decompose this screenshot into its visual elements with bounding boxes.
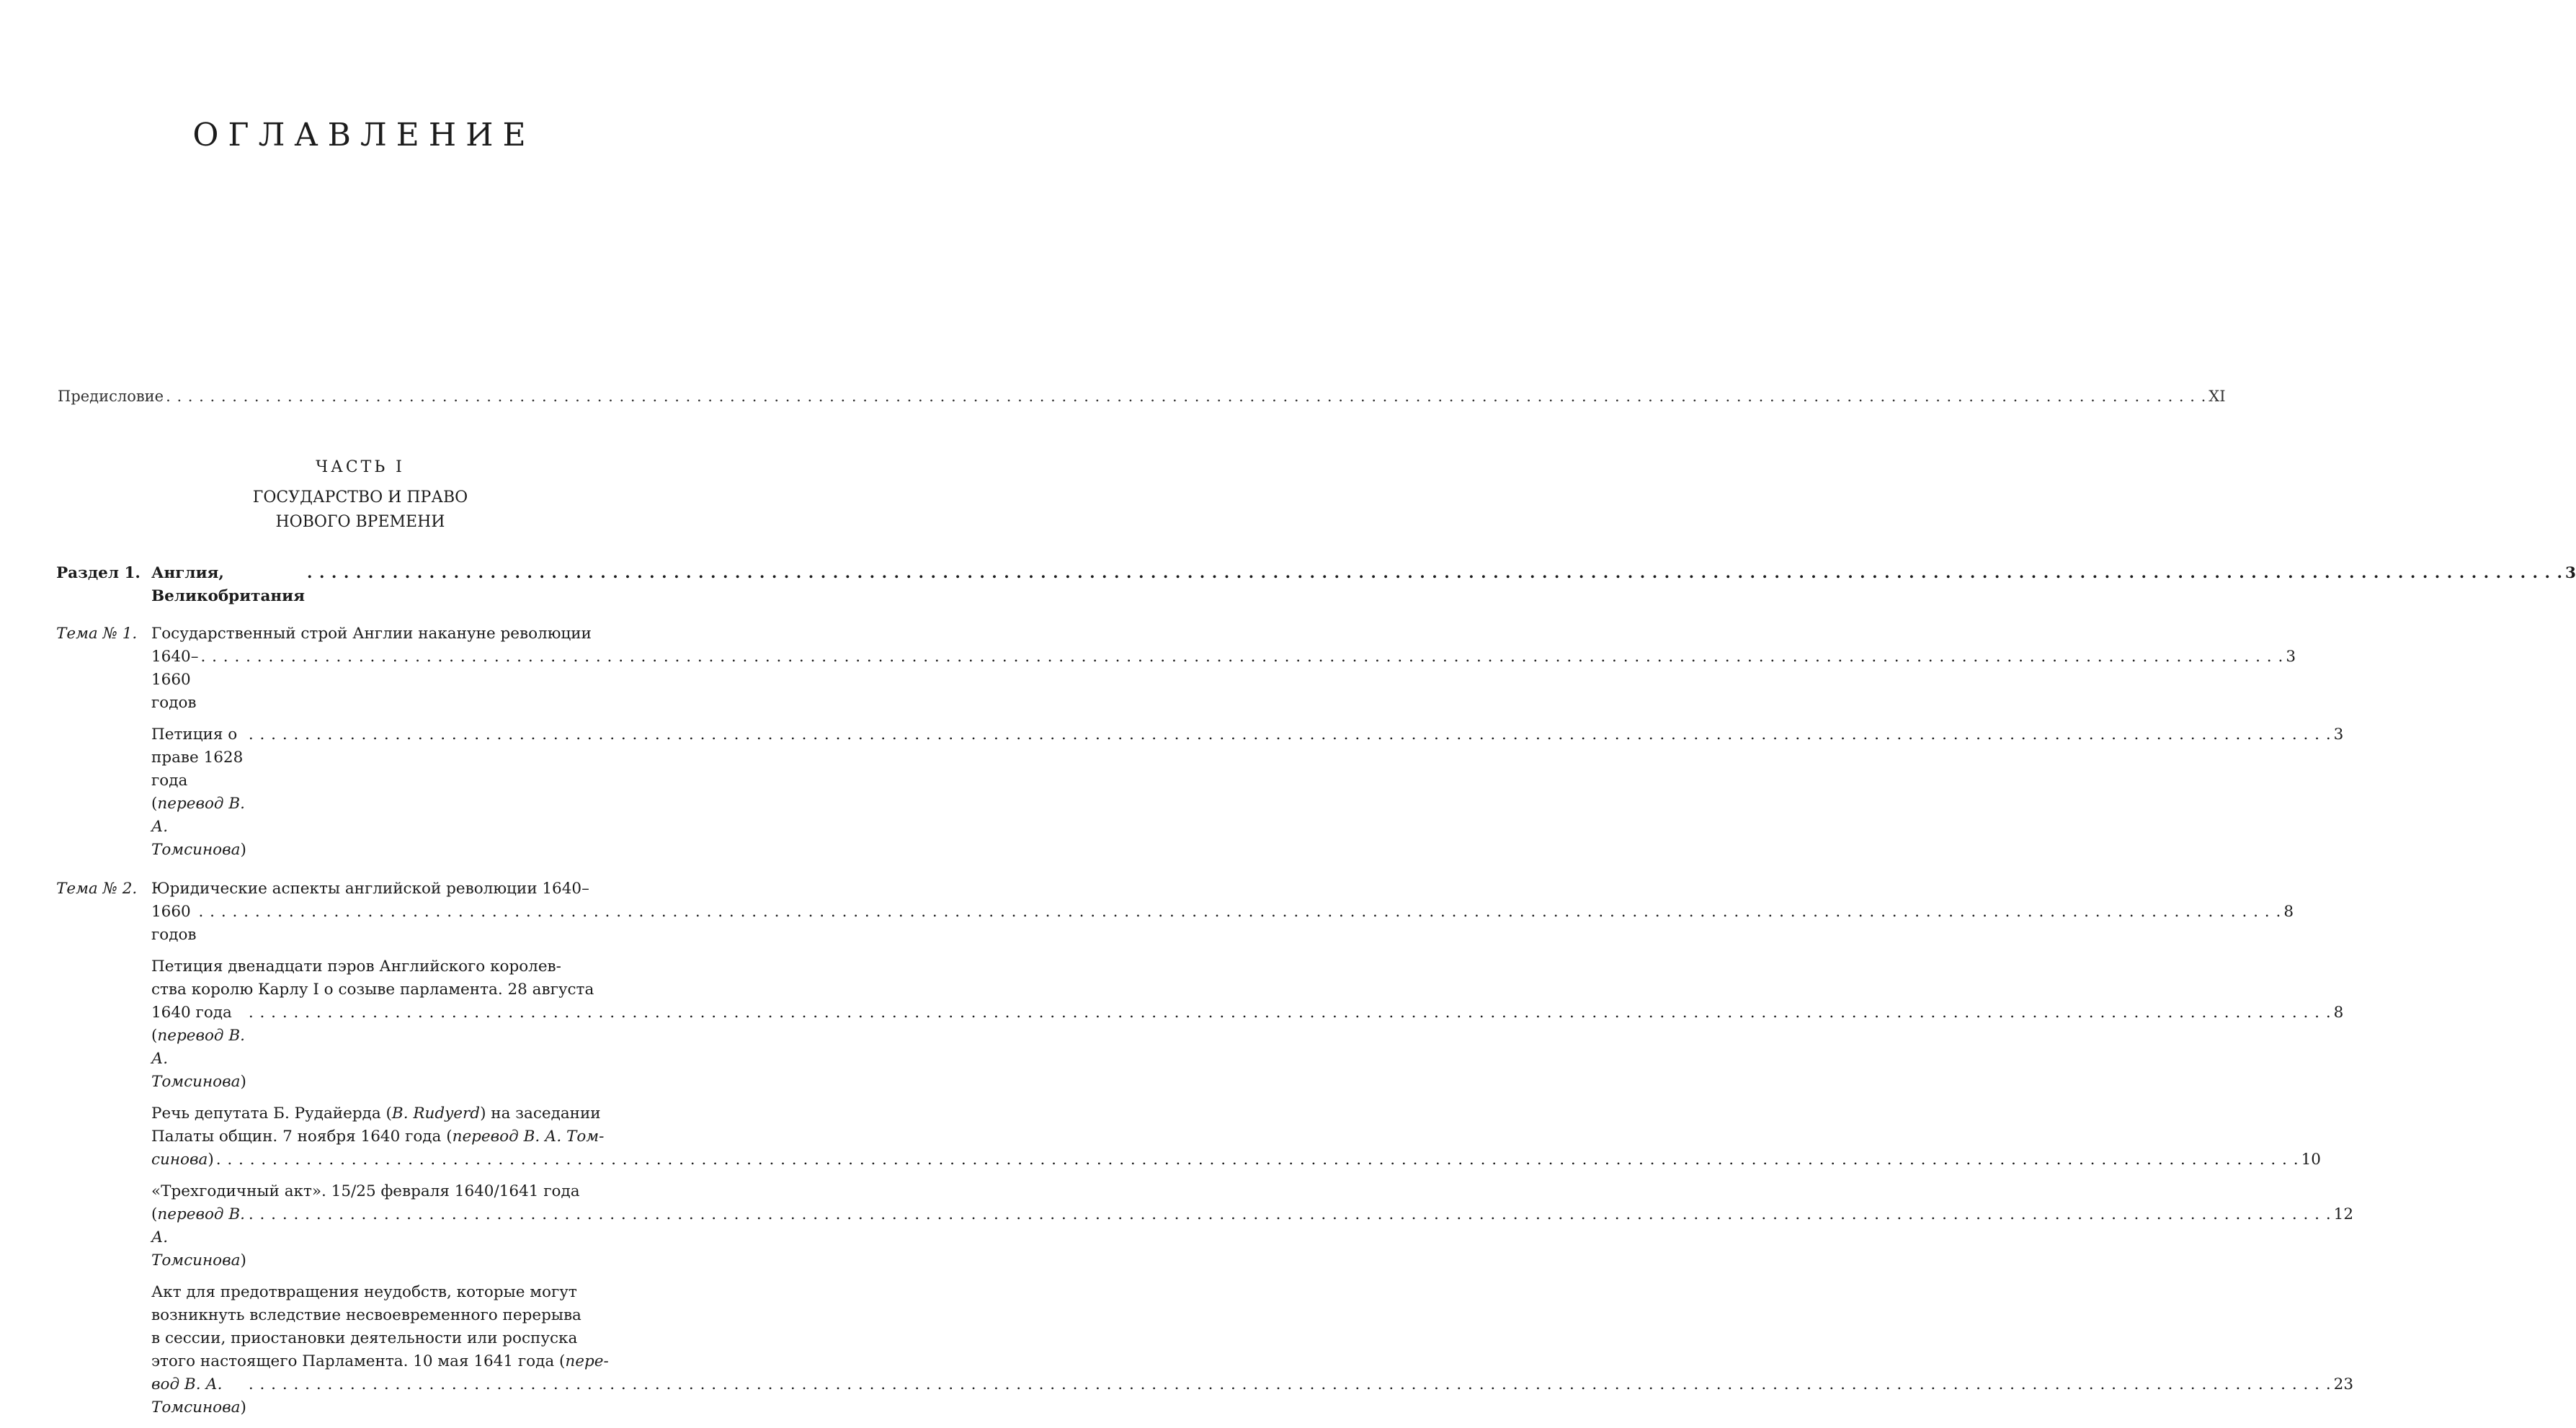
part-heading <box>0 455 721 535</box>
toc-entry-document[interactable] <box>151 1102 2321 1172</box>
dot-leader <box>200 646 2283 669</box>
dot-leader <box>198 901 2281 924</box>
document-page: 8 <box>2333 1004 2344 1022</box>
topic-page: 8 <box>2283 903 2294 921</box>
dot-leader <box>166 388 2206 405</box>
document-title-line: Палаты общин. 7 ноября 1640 года (перевод В. А. Том- <box>151 1128 605 1146</box>
toc-entries <box>56 562 2576 1428</box>
part-title-line1: ГОСУДАРСТВО И ПРАВО <box>252 488 468 507</box>
dot-leader <box>216 1148 2299 1172</box>
topic-label: Тема № 1. <box>56 625 138 643</box>
toc-entry-section-1[interactable] <box>56 562 2576 608</box>
dot-leader <box>249 723 2332 746</box>
document-title-line: ства королю Карлу I о созыве парламента. 28 августа <box>151 981 594 999</box>
document-title-line: этого настоящего Парламента. 10 мая 1641 года (пере- <box>151 1352 609 1370</box>
document-title-line: (перевод В. А. Томсинова) <box>151 1205 246 1269</box>
document-page: 12 <box>2333 1205 2354 1223</box>
preface-label: Предисловие <box>58 388 164 405</box>
document-title-line: возникнуть вследствие несвоевременного перерыва <box>151 1306 581 1324</box>
section-title: Англия, Великобритания <box>151 564 305 605</box>
toc-entry-topic-2[interactable] <box>56 878 2294 947</box>
topic-title-line: 1640–1660 годов <box>151 648 199 712</box>
page-title: ОГЛАВЛЕНИЕ <box>192 117 535 153</box>
document-title-line: в сессии, приостановки деятельности или роспуска <box>151 1329 578 1347</box>
document-title-line: Петиция двенадцати пэров Английского королев- <box>151 958 561 976</box>
document-page: 3 <box>2333 726 2344 744</box>
dot-leader <box>249 1203 2332 1226</box>
document-title-line: Речь депутата Б. Рудайерда (B. Rudyerd) на заседании <box>151 1105 601 1123</box>
preface-page: XI <box>2209 388 2226 405</box>
topic-label: Тема № 2. <box>56 880 138 898</box>
toc-entry-document[interactable] <box>151 723 2344 862</box>
document-title: Петиция о праве 1628 года (перевод В. А. Томсинова) <box>151 726 246 859</box>
document-title-line: «Трехгодичный акт». 15/25 февраля 1640/1641 года <box>151 1182 580 1200</box>
section-page: 3 <box>2564 564 2576 582</box>
document-title-line: Акт для предотвращения неудобств, которые могут <box>151 1283 577 1301</box>
dot-leader <box>249 1373 2332 1396</box>
topic-page: 3 <box>2286 648 2296 666</box>
part-title-line2: НОВОГО ВРЕМЕНИ <box>275 513 445 531</box>
document-page: 23 <box>2333 1375 2354 1393</box>
toc-entry-document[interactable] <box>151 1180 2354 1272</box>
toc-entry-topic-1[interactable] <box>56 622 2296 715</box>
toc-entry-document[interactable] <box>151 1281 2354 1419</box>
topic-title-line: Юридические аспекты английской революции 1640– <box>151 880 589 898</box>
section-label: Раздел 1. <box>56 564 141 582</box>
topic-title-line: Государственный строй Англии накануне революции <box>151 625 592 643</box>
topic-title-line: 1660 годов <box>151 903 197 944</box>
dot-leader <box>249 1001 2332 1025</box>
document-title-line: вод В. А. Томсинова) <box>151 1375 246 1416</box>
dot-leader <box>307 562 2563 585</box>
part-number: ЧАСТЬ I <box>316 458 405 476</box>
document-title-line: синова) <box>151 1151 214 1169</box>
document-title-line: 1640 года (перевод В. А. Томсинова) <box>151 1004 246 1091</box>
toc-entry-document[interactable] <box>151 955 2344 1094</box>
document-page: 10 <box>2301 1151 2321 1169</box>
toc-entry-preface[interactable] <box>58 388 2226 405</box>
